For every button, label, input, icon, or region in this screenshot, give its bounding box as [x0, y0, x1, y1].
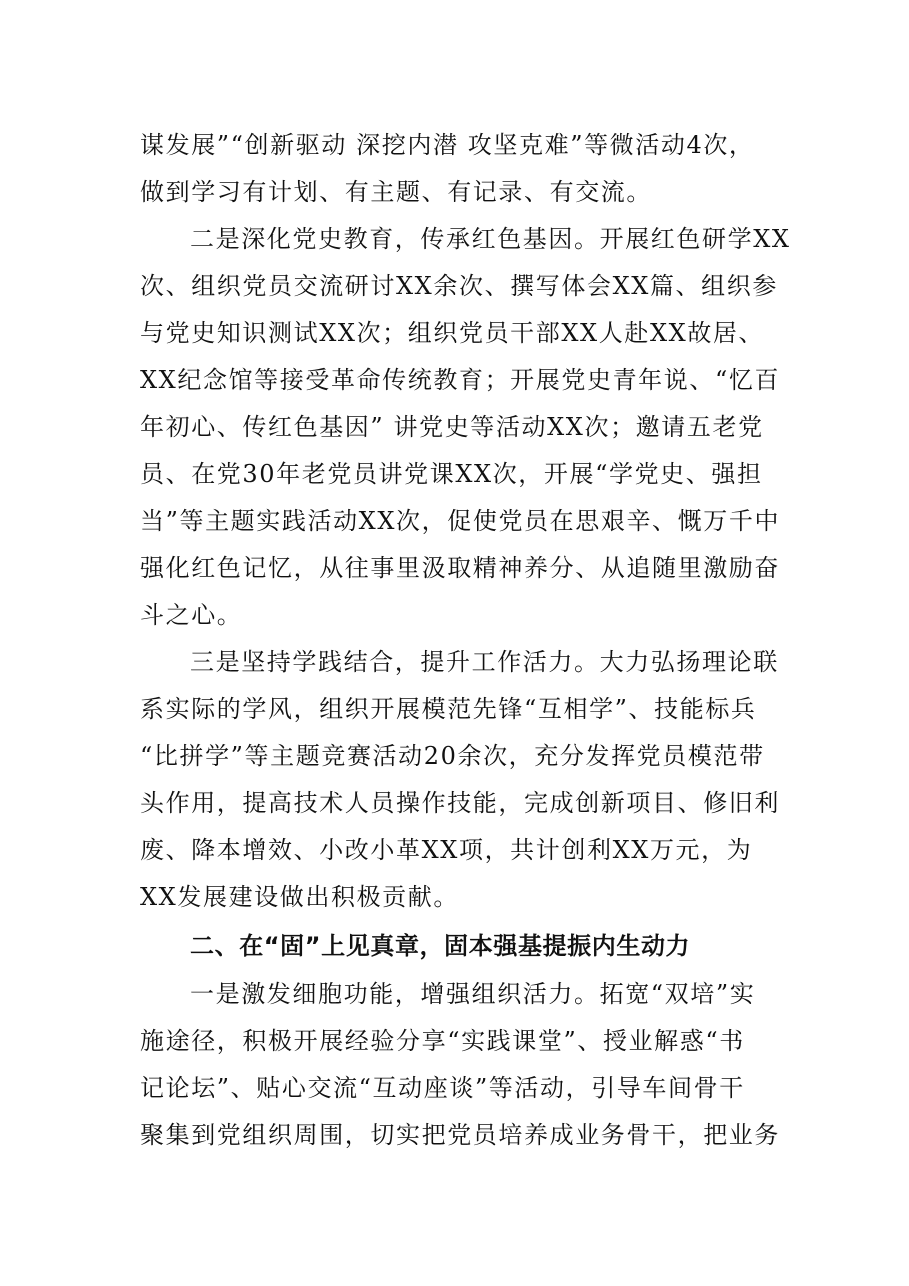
text-line-15: 头作用，提高技术人员操作技能，完成创新项目、修旧利 — [140, 789, 780, 817]
text-line-2: 做到学习有计划、有主题、有记录、有交流。 — [140, 178, 652, 206]
text-line-1: 谋发展”“创新驱动 深挖内潜 攻坚克难”等微活动4次， — [140, 131, 755, 159]
text-line-5: 与党史知识测试XX次；组织党员干部XX人赴XX故居、 — [140, 319, 765, 347]
text-line-20: 施途径，积极开展经验分享“实践课堂”、授业解惑“书 — [140, 1027, 745, 1055]
text-line-13: 系实际的学风，组织开展模范先锋“互相学”、技能标兵 — [140, 695, 757, 723]
text-line-4: 次、组织党员交流研讨XX余次、撰写体会XX篇、组织参 — [140, 272, 778, 300]
text-line-11: 斗之心。 — [140, 601, 243, 629]
text-line-16: 废、降本增效、小改小革XX项，共计创利XX万元，为 — [140, 836, 753, 864]
text-line-17: XX发展建设做出积极贡献。 — [140, 883, 459, 911]
text-line-7: 年初心、传红色基因” 讲党史等活动XX次；邀请五老党 — [140, 413, 764, 441]
text-line-8: 员、在党30年老党员讲党课XX次，开展“学党史、强担 — [140, 460, 763, 488]
text-line-22: 聚集到党组织周围，切实把党员培养成业务骨干，把业务 — [140, 1121, 780, 1149]
text-line-14: “比拼学”等主题竞赛活动20余次，充分发挥党员模范带 — [140, 742, 765, 770]
text-line-21: 记论坛”、贴心交流“互动座谈”等活动，引导车间骨干 — [140, 1074, 745, 1102]
section-heading: 二、在“固”上见真章，固本强基提振内生动力 — [190, 932, 691, 960]
text-line-6: XX纪念馆等接受革命传统教育；开展党史青年说、“忆百 — [140, 366, 781, 394]
text-line-9: 当”等主题实践活动XX次，促使党员在思艰辛、慨万千中 — [140, 507, 781, 535]
paragraph-3-line-1: 三是坚持学践结合，提升工作活力。大力弘扬理论联 — [190, 648, 779, 676]
paragraph-4-line-1: 一是激发细胞功能，增强组织活力。拓宽“双培”实 — [190, 980, 756, 1008]
paragraph-2-line-1: 二是深化党史教育，传承红色基因。开展红色研学XX — [190, 225, 791, 253]
text-line-10: 强化红色记忆，从往事里汲取精神养分、从追随里激励奋 — [140, 554, 780, 582]
